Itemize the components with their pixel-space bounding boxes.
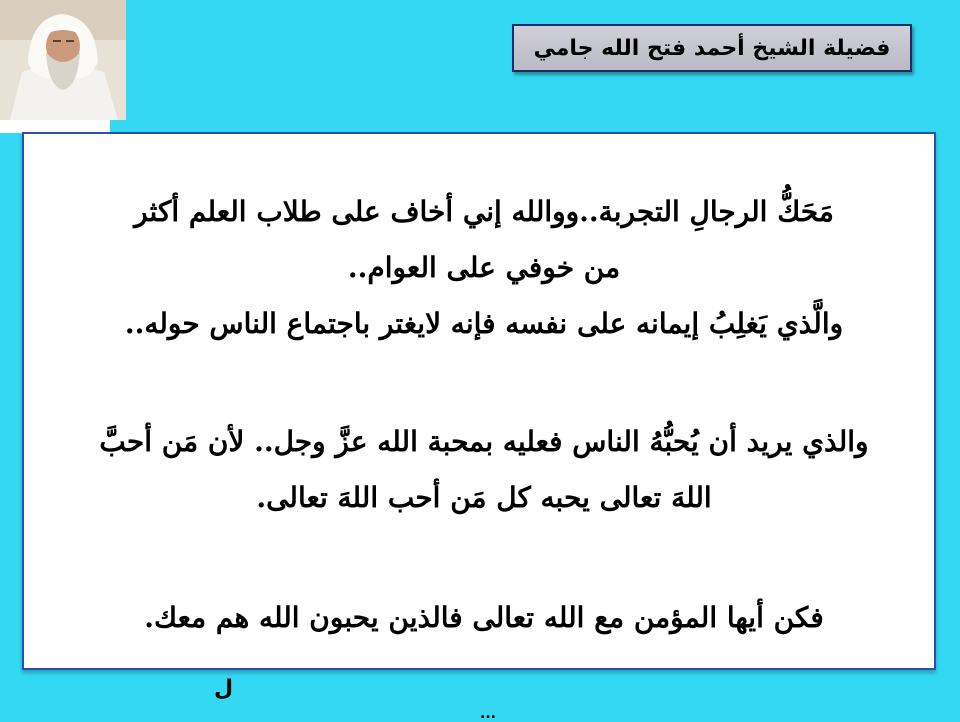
quote-line: مَحَكُّ الرجالِ التجربة..ووالله إني أخاف على طلاب العلم أكثر [134,195,834,228]
quote-paragraph-1 [54,184,914,352]
quote-line: فكن أيها المؤمن مع الله تعالى فالذين يحبون الله هم معك. [144,601,824,634]
quote-line: من خوفي على العوام.. [347,251,621,284]
overflow-dots: ... [480,706,496,722]
quote-line: والذي يريد أن يُحبُّهُ الناس فعليه بمحبة الله عزَّ وجل.. لأن مَن أحبَّ [99,425,869,458]
portrait-icon [0,0,126,120]
quote-line: اللهَ تعالى يحبه كل مَن أحب اللهَ تعالى. [256,481,712,514]
quote-paragraph-3 [54,590,914,646]
quote-paragraph-2 [54,414,914,526]
page-title: فضيلة الشيخ أحمد فتح الله جامي [533,35,891,61]
quote-panel [22,132,936,670]
quote-line: والَّذي يَغلِبُ إيمانه على نفسه فإنه لايغتر باجتماع الناس حوله.. [124,307,844,340]
title-banner [512,24,912,72]
sheikh-photo [0,0,126,120]
overflow-glyph: ل [214,676,234,701]
